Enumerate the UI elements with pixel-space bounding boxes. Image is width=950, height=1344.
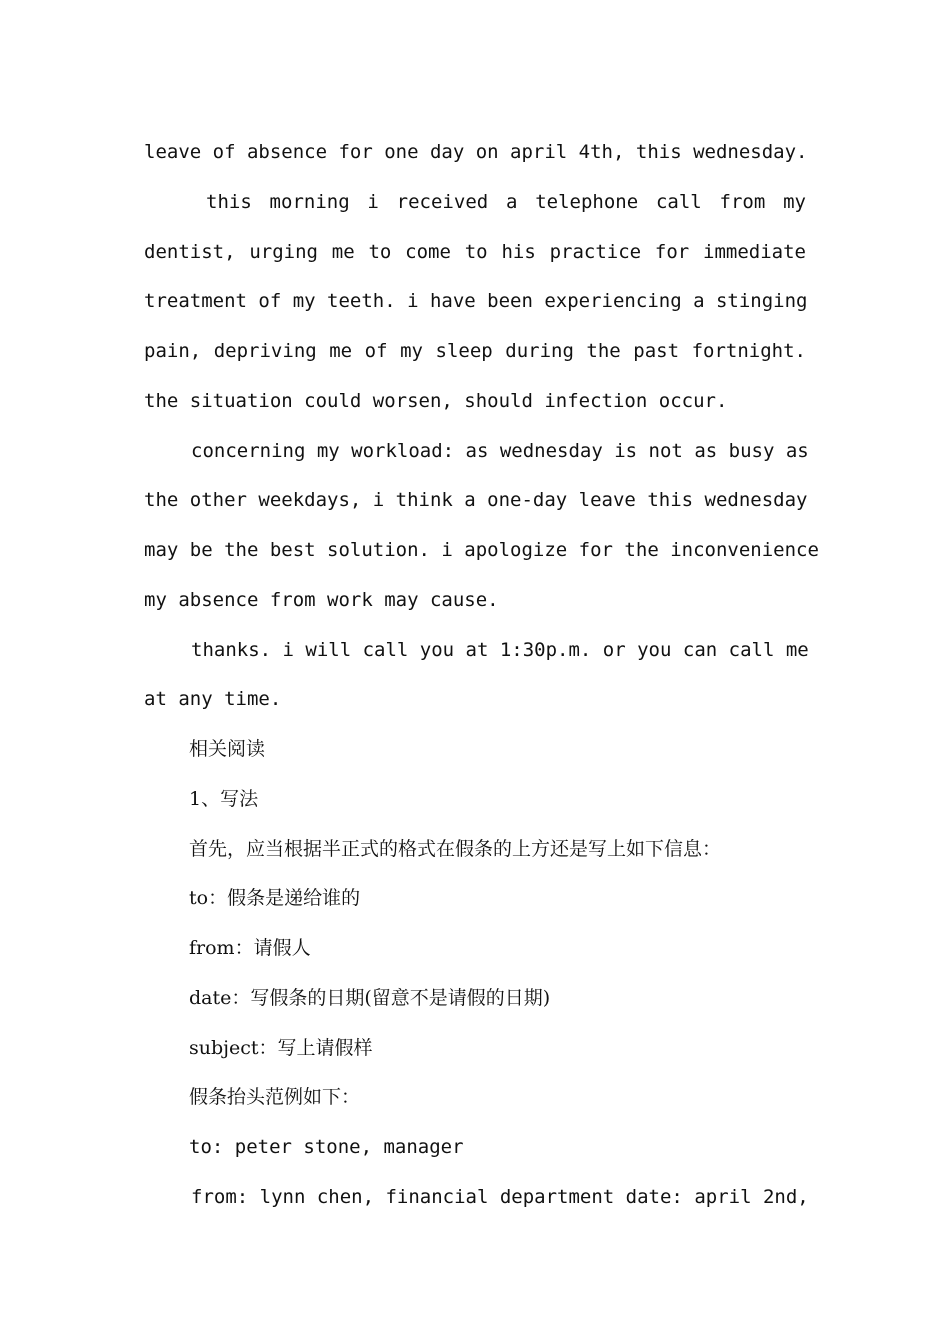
subsection-heading: 1、写法 <box>189 788 259 810</box>
paragraph-line: from：请假人 <box>189 937 311 959</box>
paragraph-line: 假条抬头范例如下： <box>189 1086 361 1108</box>
paragraph-line: dentist, urging me to come to his practice for immediate <box>144 241 806 263</box>
paragraph-line: this morning i received a telephone call from my <box>206 191 806 213</box>
paragraph-line: 首先，应当根据半正式的格式在假条的上方还是写上如下信息： <box>189 838 722 860</box>
paragraph-line: to：假条是递给谁的 <box>189 887 361 909</box>
paragraph-line: at any time. <box>144 688 282 710</box>
paragraph-line: the situation could worsen, should infection occur. <box>144 390 728 412</box>
paragraph-line: concerning my workload: as wednesday is not as busy as <box>191 440 809 462</box>
paragraph-line: subject：写上请假样 <box>189 1037 373 1059</box>
paragraph-line: date：写假条的日期(留意不是请假的日期) <box>189 987 551 1009</box>
paragraph-line: may be the best solution. i apologize for the inconvenience <box>144 539 819 561</box>
paragraph-line: the other weekdays, i think a one-day leave this wednesday <box>144 489 808 511</box>
section-heading: 相关阅读 <box>189 738 266 760</box>
paragraph-line: pain, depriving me of my sleep during the past fortnight. <box>144 340 806 362</box>
paragraph-line: treatment of my teeth. i have been experiencing a stinging <box>144 290 808 312</box>
paragraph-line: from: lynn chen, financial department date: april 2nd, <box>191 1186 809 1208</box>
paragraph-line: thanks. i will call you at 1:30p.m. or you can call me <box>191 639 809 661</box>
paragraph-line: to: peter stone, manager <box>189 1136 464 1158</box>
paragraph-line: my absence from work may cause. <box>144 589 499 611</box>
paragraph-line: leave of absence for one day on april 4th, this wednesday. <box>144 141 808 163</box>
